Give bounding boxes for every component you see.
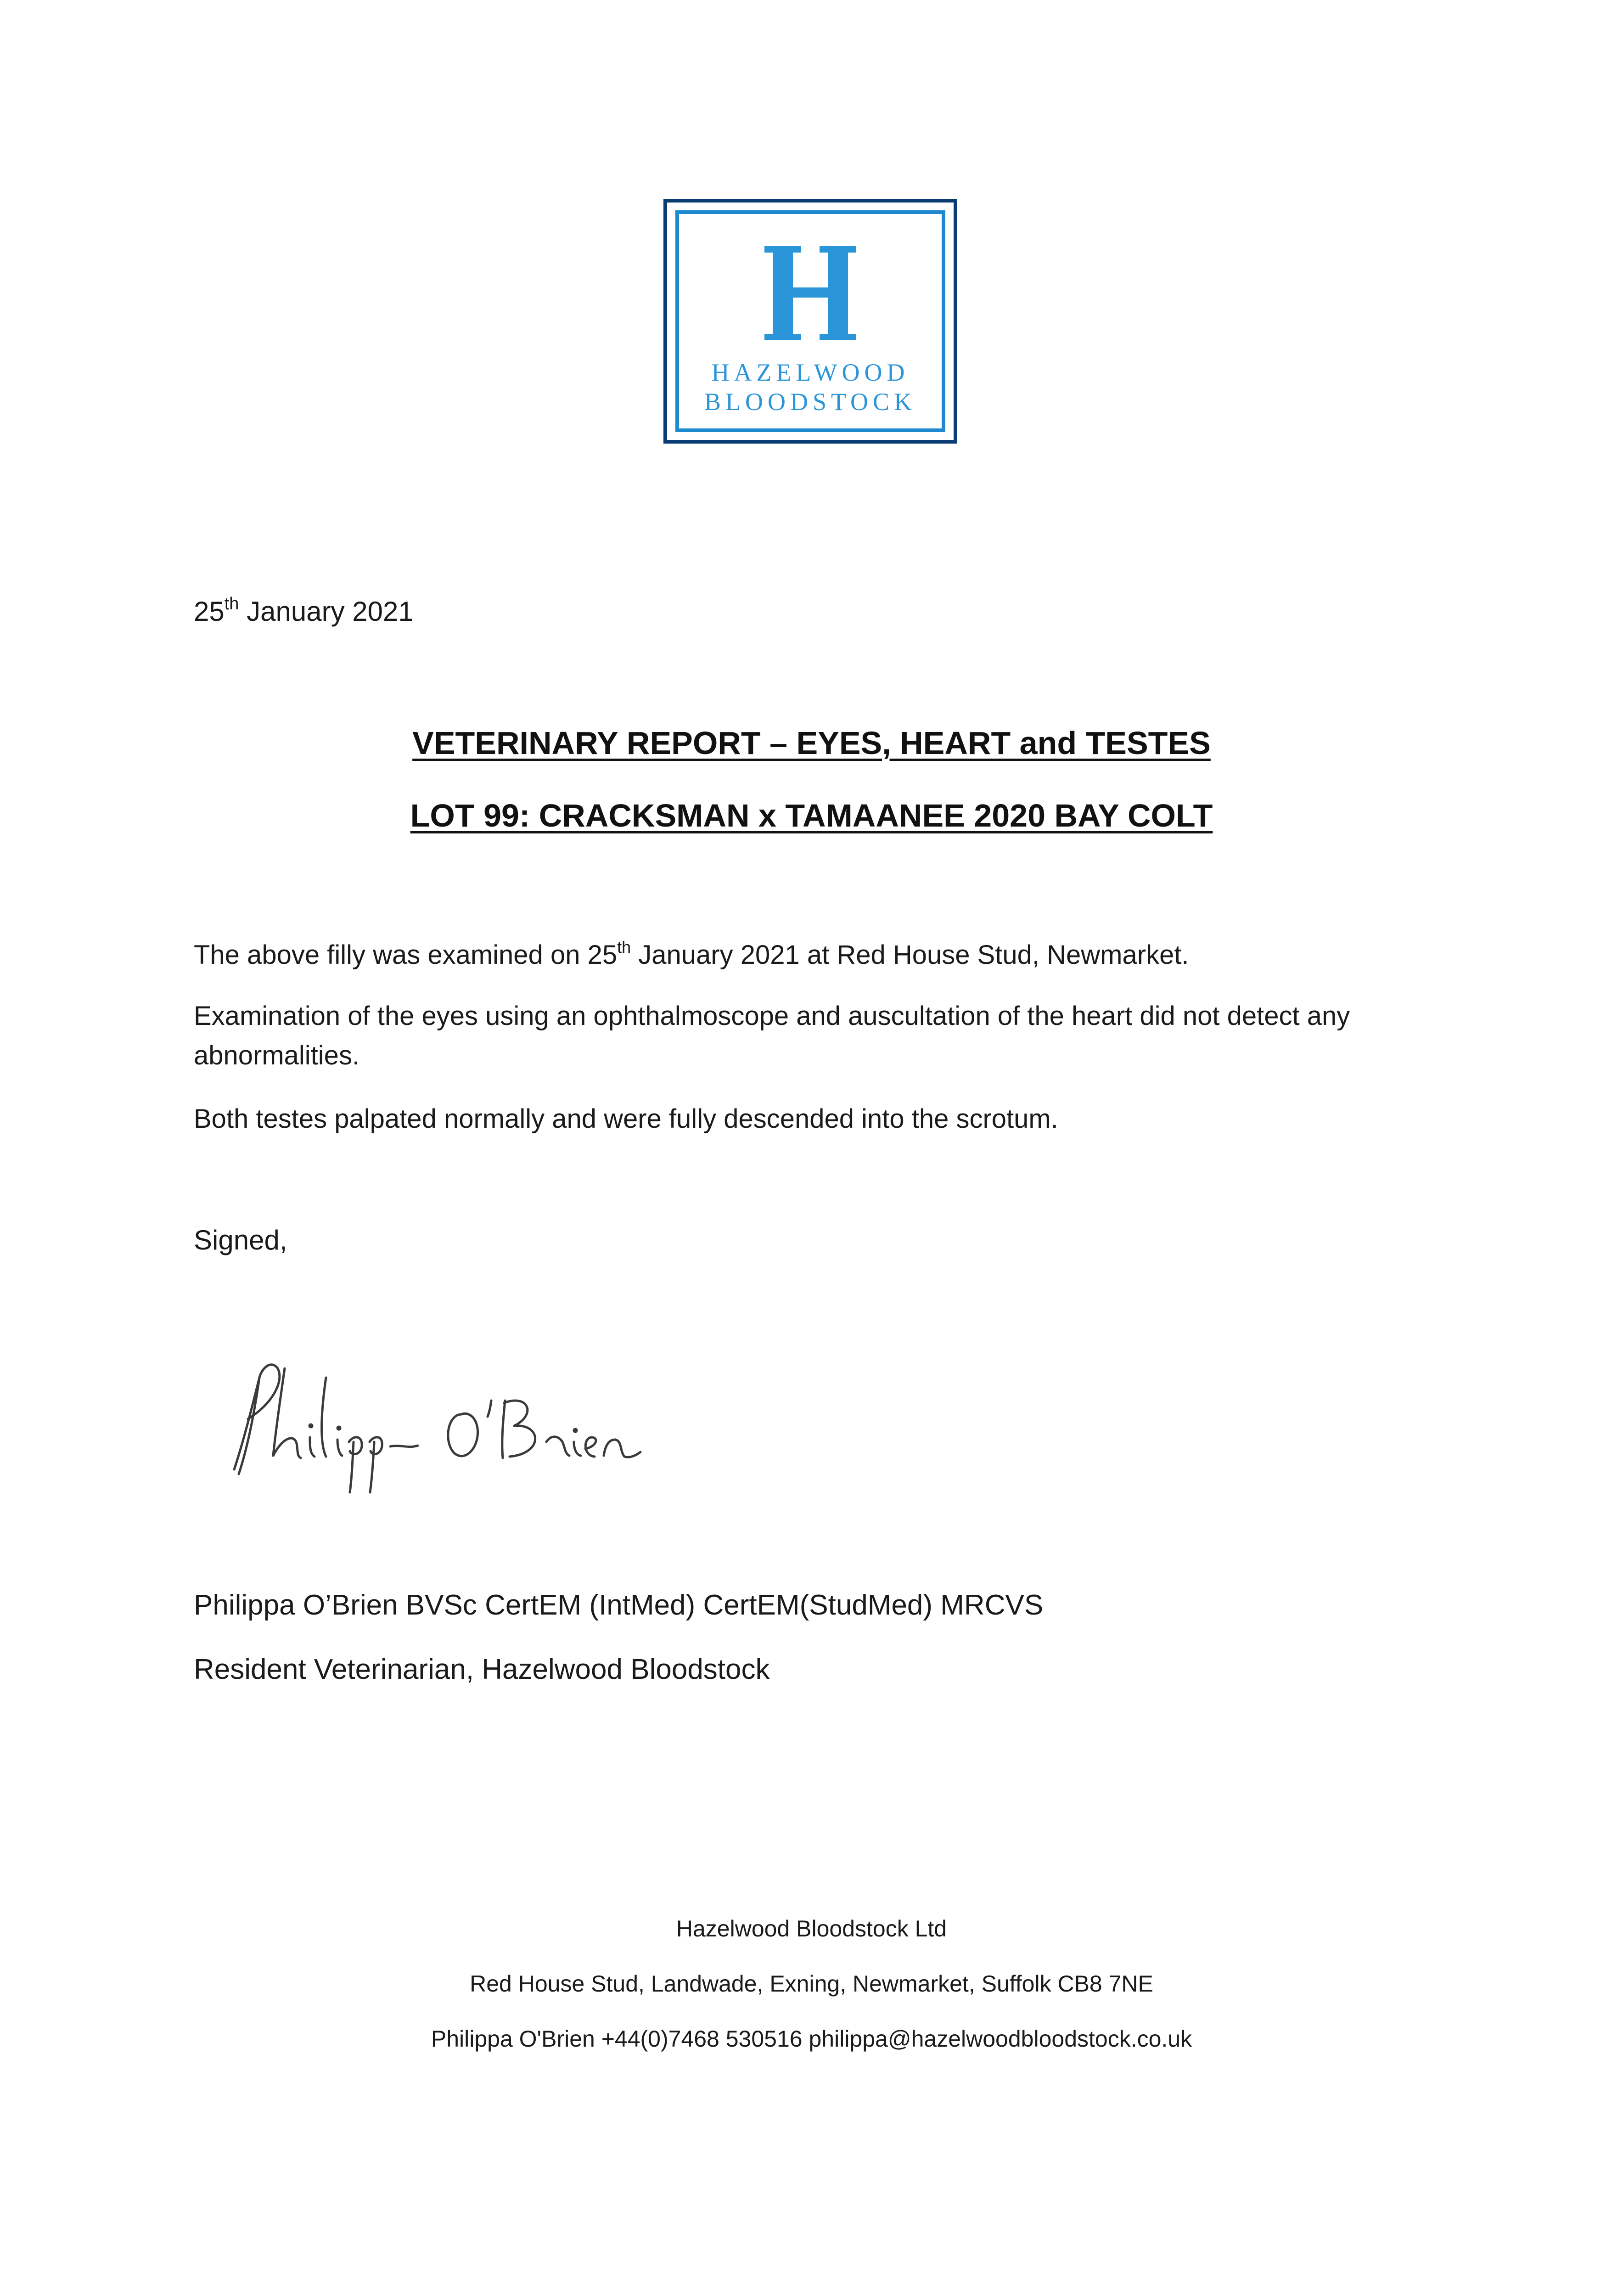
- signed-label: Signed,: [194, 1225, 287, 1255]
- logo-line-1: HAZELWOOD: [711, 359, 910, 386]
- footer-address: Red House Stud, Landwade, Exning, Newmarket, Suffolk CB8 7NE: [470, 1971, 1153, 1997]
- logo-h-monogram-icon: [755, 246, 865, 340]
- exam-paragraph: [194, 935, 1433, 975]
- logo-line-2: BLOODSTOCK: [704, 388, 917, 416]
- footer-company: Hazelwood Bloodstock Ltd: [676, 1916, 947, 1941]
- logo-inner-frame: [675, 210, 945, 432]
- eyes-heart-paragraph: Examination of the eyes using an ophthalmoscope and auscultation of the heart did not detect any abnormalities.: [194, 1001, 1350, 1070]
- date-rest: January 2021: [239, 596, 414, 627]
- handwritten-signature: [216, 1350, 657, 1502]
- company-logo: [663, 199, 957, 444]
- signatory-name: Philippa O’Brien BVSc CertEM (IntMed) CertEM(StudMed) MRCVS: [194, 1589, 1044, 1621]
- lot-heading: LOT 99: CRACKSMAN x TAMAANEE 2020 BAY COLT: [410, 798, 1213, 833]
- date-suffix: th: [224, 594, 239, 613]
- report-date: [194, 595, 414, 628]
- exam-text-after: January 2021 at Red House Stud, Newmarket.: [631, 940, 1189, 970]
- signatory-title: Resident Veterinarian, Hazelwood Bloodstock: [194, 1654, 770, 1685]
- report-title: VETERINARY REPORT – EYES, HEART and TESTES: [412, 725, 1211, 761]
- exam-text-before: The above filly was examined on 25: [194, 940, 618, 970]
- exam-date-suffix: th: [617, 937, 631, 957]
- testes-paragraph: Both testes palpated normally and were fully descended into the scrotum.: [194, 1104, 1058, 1134]
- footer-contact: Philippa O'Brien +44(0)7468 530516 philippa@hazelwoodbloodstock.co.uk: [431, 2026, 1192, 2052]
- logo-wordmark: [704, 358, 916, 416]
- date-day: 25: [194, 596, 225, 627]
